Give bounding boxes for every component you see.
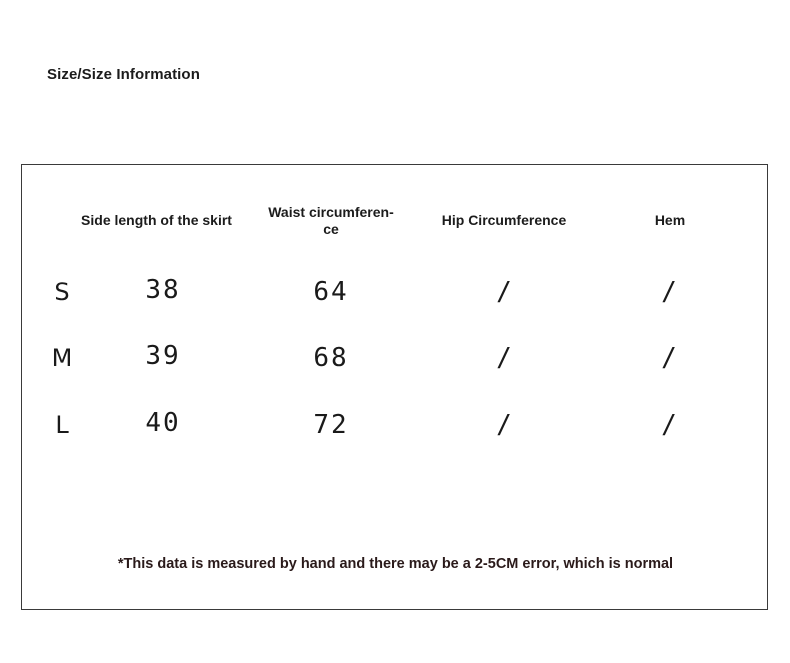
page-title: Size/Size Information <box>47 66 200 83</box>
side-length-value: 39 <box>145 341 181 371</box>
header-waist-line1: Waist circumferen- <box>268 204 394 220</box>
size-label: M <box>51 344 73 372</box>
header-side-length: Side length of the skirt <box>81 212 232 228</box>
measurement-footnote: *This data is measured by hand and there may be a 2-5CM error, which is normal <box>117 556 674 572</box>
hem-value: / <box>661 343 679 373</box>
hip-value: / <box>496 410 514 440</box>
hem-value: / <box>661 277 679 307</box>
header-hip: Hip Circumference <box>441 212 567 228</box>
side-length-value: 40 <box>145 408 181 438</box>
hip-value: / <box>496 277 514 307</box>
side-length-value: 38 <box>145 275 181 305</box>
size-table <box>21 164 768 610</box>
header-waist <box>256 204 406 238</box>
size-label: S <box>54 278 70 306</box>
size-label: L <box>55 411 69 439</box>
waist-value: 68 <box>313 343 349 373</box>
header-hem: Hem <box>654 212 686 228</box>
waist-value: 64 <box>313 277 349 307</box>
hip-value: / <box>496 343 514 373</box>
header-waist-line2: ce <box>323 221 339 237</box>
waist-value: 72 <box>313 410 349 440</box>
hem-value: / <box>661 410 679 440</box>
